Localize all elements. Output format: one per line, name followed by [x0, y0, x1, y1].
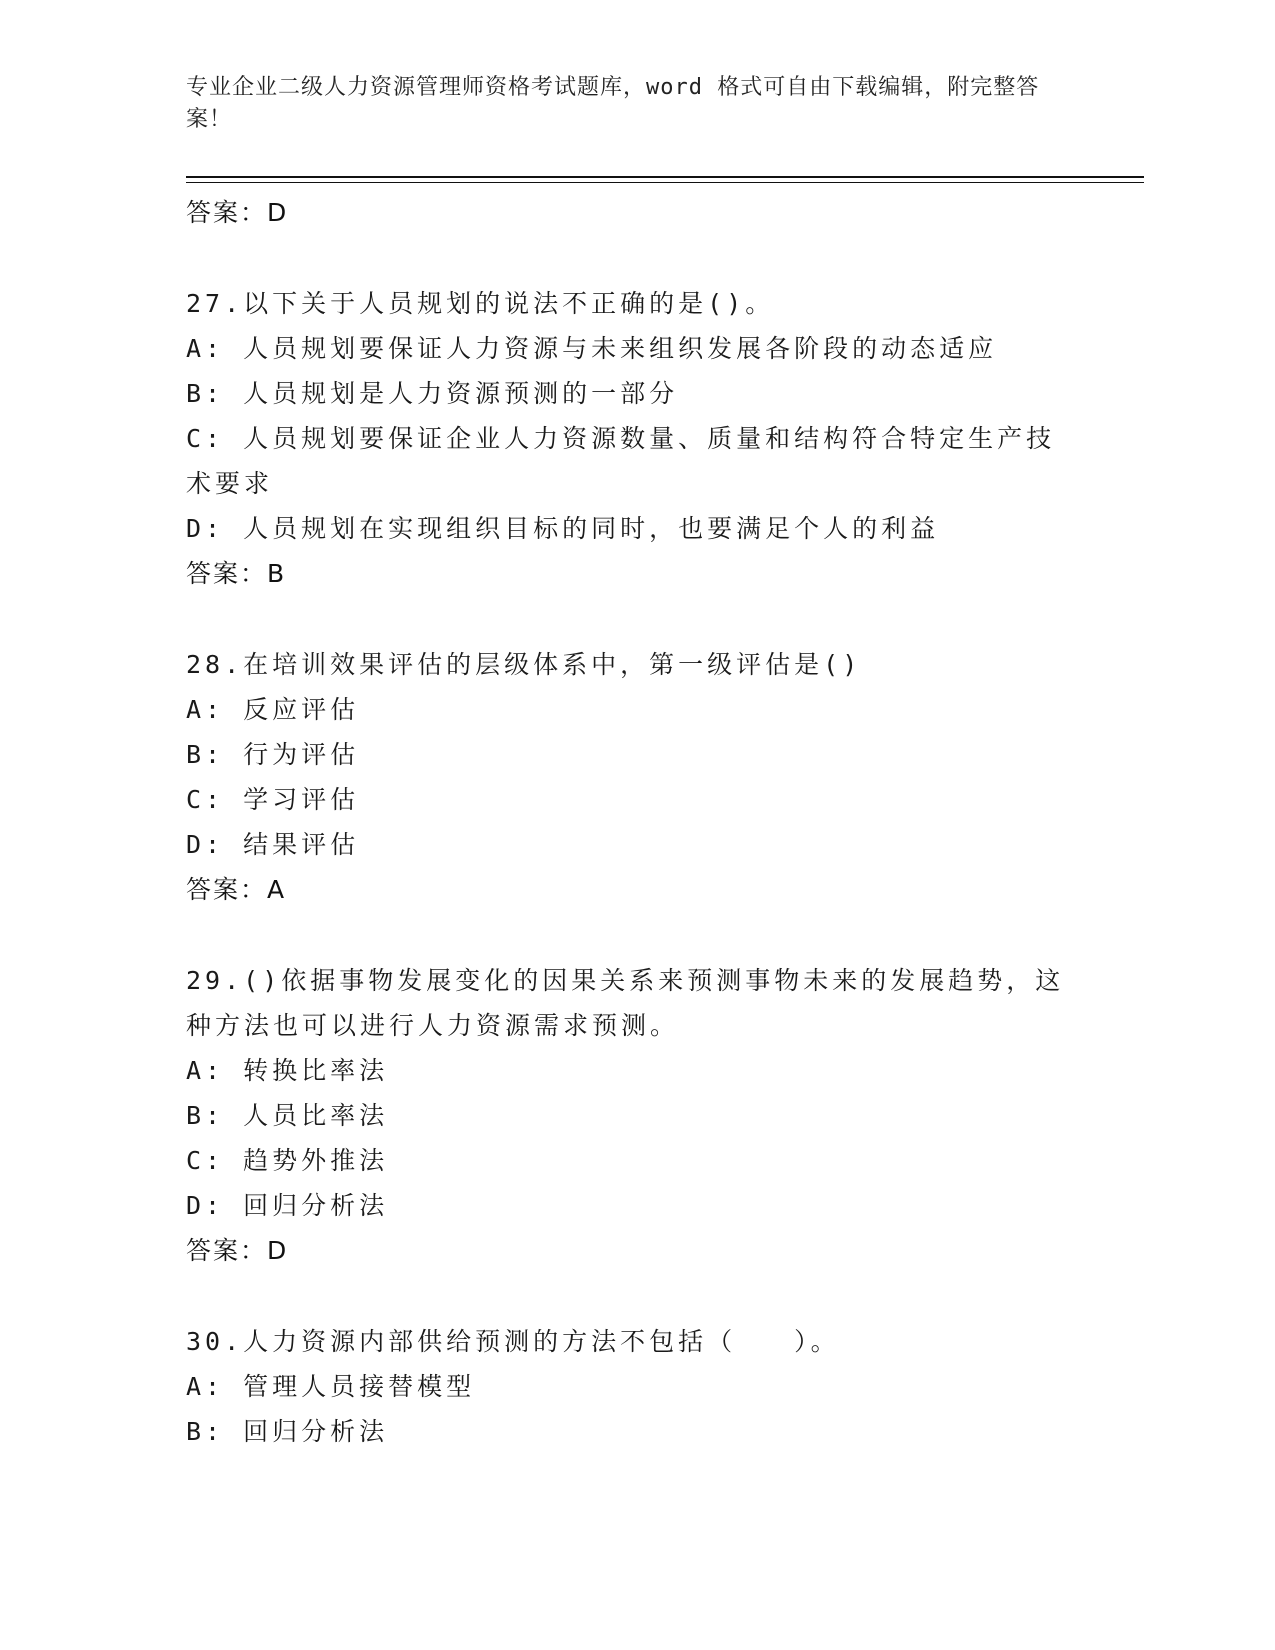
question-block [186, 642, 1086, 912]
question-block [186, 281, 1086, 596]
option-a: A: 转换比率法 [186, 1056, 389, 1085]
answer-line: 答案：B [186, 559, 287, 588]
question-list [186, 190, 1086, 1454]
option-c: C: 人员规划要保证企业人力资源数量、质量和结构符合特定生产技术要求 [186, 424, 1056, 498]
option-b: B: 人员规划是人力资源预测的一部分 [186, 379, 679, 408]
answer-line: 答案：A [186, 875, 287, 904]
option-b: B: 行为评估 [186, 740, 360, 769]
header-rule-thick [186, 176, 1144, 178]
answer-line: 答案：D [186, 1236, 289, 1265]
question-stem: 30.人力资源内部供给预测的方法不包括（ ）。 [186, 1327, 840, 1356]
header-rule-thin [186, 182, 1144, 183]
spacer [186, 1273, 1086, 1319]
option-b: B: 人员比率法 [186, 1101, 389, 1130]
option-d: D: 结果评估 [186, 830, 360, 859]
option-c: C: 学习评估 [186, 785, 360, 814]
question-block [186, 1319, 1086, 1454]
option-c: C: 趋势外推法 [186, 1146, 389, 1175]
answer-line: 答案：D [186, 198, 289, 227]
option-a: A: 人员规划要保证人力资源与未来组织发展各阶段的动态适应 [186, 334, 998, 363]
question-stem: 27.以下关于人员规划的说法不正确的是()。 [186, 289, 775, 318]
spacer [186, 235, 1086, 281]
spacer [186, 596, 1086, 642]
header-text: 专业企业二级人力资源管理师资格考试题库，word 格式可自由下载编辑，附完整答案！ [186, 75, 1040, 132]
option-b: B: 回归分析法 [186, 1417, 389, 1446]
question-block [186, 958, 1086, 1273]
question-stem: 28.在培训效果评估的层级体系中，第一级评估是() [186, 650, 862, 679]
question-stem: 29.()依据事物发展变化的因果关系来预测事物未来的发展趋势，这种方法也可以进行人力资源需求预测。 [186, 966, 1065, 1040]
option-a: A: 管理人员接替模型 [186, 1372, 476, 1401]
option-d: D: 人员规划在实现组织目标的同时，也要满足个人的利益 [186, 514, 940, 543]
option-a: A: 反应评估 [186, 695, 360, 724]
spacer [186, 912, 1086, 958]
document-header [186, 72, 1066, 136]
option-d: D: 回归分析法 [186, 1191, 389, 1220]
